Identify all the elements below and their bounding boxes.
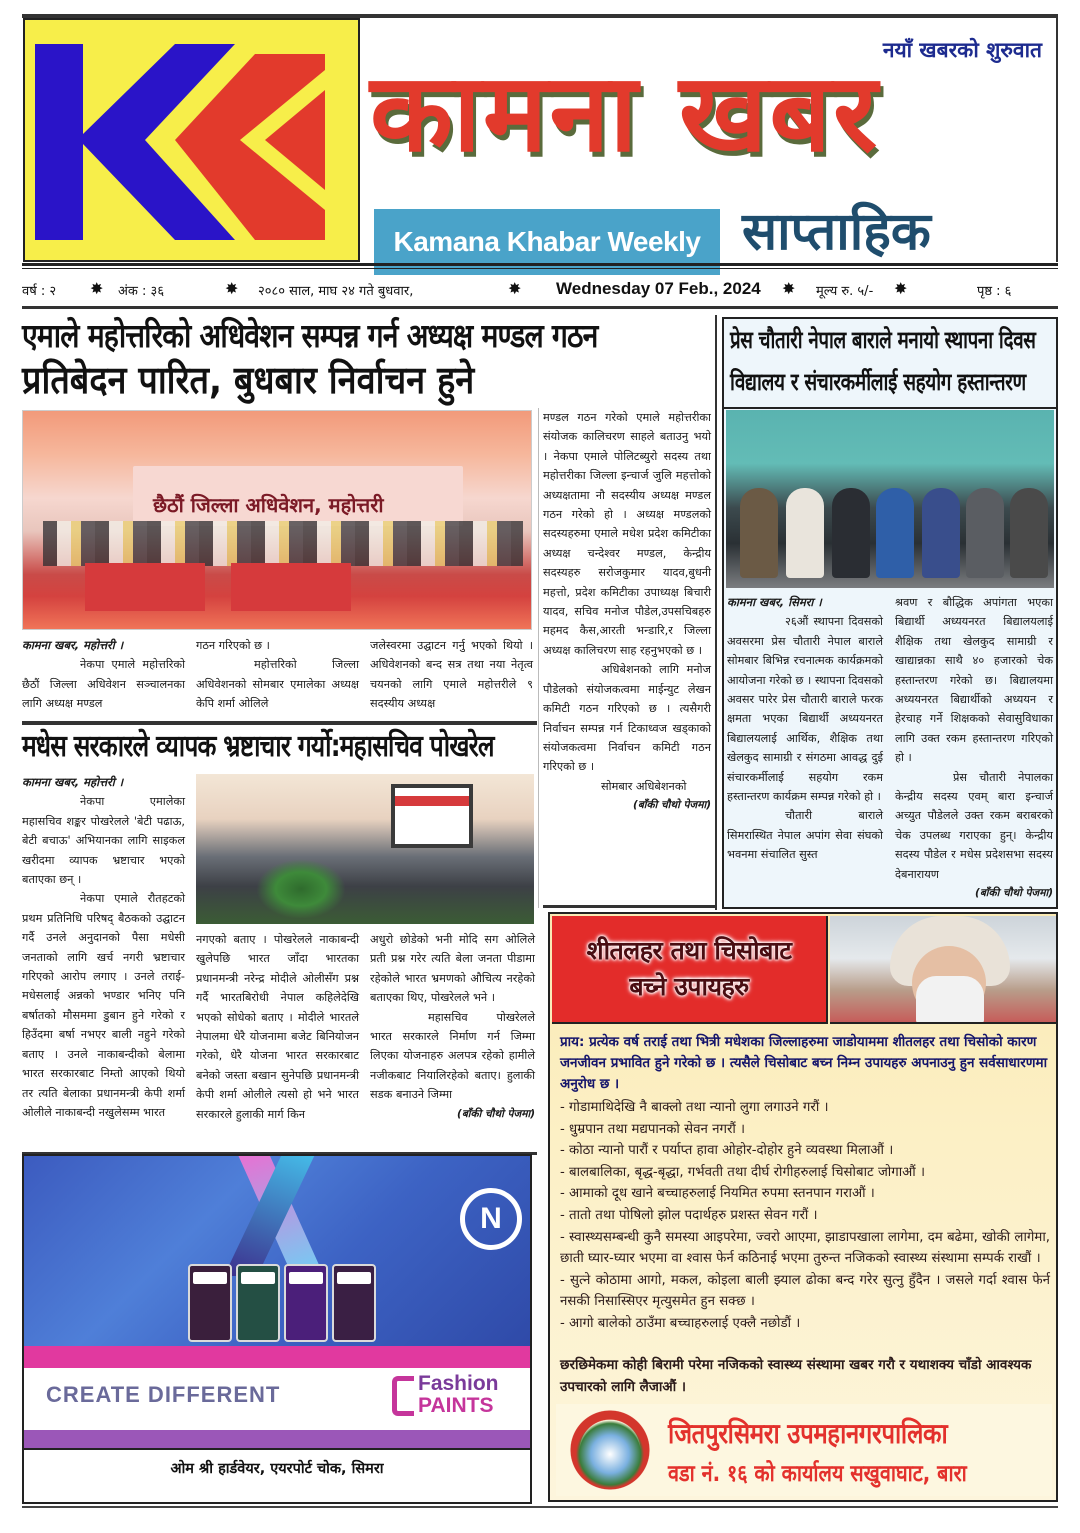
photo-tissue: [916, 976, 984, 1024]
municipality-name: जितपुरसिमरा उपमहानगरपालिका: [668, 1417, 948, 1450]
cold-wave-tip: - स्वास्थ्यसम्बन्धी कुनै समस्या आइपरेमा, ज्वरो आएमा, झाडापखाला लागेमा, दम बढेमा, खोकी लागेमा, छाती घ्यार-घ्यार भएमा वा श्वास फेर्न कठिनाई भएमा तुरुन्त नजिकको स्वास्थ्य संस्थामा सम्पर्क राखौं ।: [560, 1229, 1050, 1267]
ad-hero: [24, 1156, 530, 1346]
page-number: पृष्ठ : ६: [977, 284, 1012, 299]
article1-side-column: [543, 408, 711, 816]
cold-wave-tip: - गोडामाथिदेखि नै बाक्लो तथा न्यानो लुगा लगाउने गरौं ।: [560, 1100, 829, 1115]
page-bottom-rule: [22, 1506, 1058, 1508]
paint-can: [188, 1264, 232, 1342]
photo-poster: [391, 784, 473, 848]
cold-wave-photo: [830, 916, 1056, 1024]
cold-wave-tip: - सुत्ने कोठामा आगो, मकल, कोइला बाली झ्याल ढोका बन्द गरेर सुत्नु हुँदैन । जसले गर्दा श्वास फेर्न नसकी निसास्सिएर मृत्युसमेत हुन सक्छ ।: [560, 1272, 1050, 1310]
cold-wave-title-line-2: बच्ने उपायहरु: [629, 972, 749, 1001]
cold-wave-tip: - आमाको दूध खाने बच्चाहरुलाई नियमित रुपमा स्तनपान गराऔं ।: [560, 1186, 875, 1202]
brand-f-icon: [392, 1376, 414, 1416]
photo-banner-text: छैठौं जिल्ला अधिवेशन, महोत्तरी: [153, 493, 384, 517]
article-divider: [22, 721, 537, 725]
article3-dateline: कामना खबर, सिमरा ।: [727, 595, 822, 609]
article1-paragraph: सोमबार अधिबेशनको: [601, 779, 687, 793]
english-date: Wednesday 07 Feb., 2024: [556, 279, 761, 298]
article1-column-3: [370, 636, 533, 714]
photo-person: [1010, 488, 1048, 578]
photo-poster-band: [395, 796, 469, 806]
star-separator-icon: ✸: [90, 279, 104, 298]
nepal-emblem-icon: [560, 1408, 660, 1492]
masthead-english-name: Kamana Khabar Weekly: [374, 209, 720, 275]
article1-paragraph: जलेस्वरमा उद्घाटन गर्नु भएको थियो । अधिवेशनको बन्द सत्र तथा नया नेतृत्व चयनको लागि एमाले महोत्तरीले ९ सदस्यीय अध्यक्ष: [370, 639, 533, 711]
article1-headline-main[interactable]: प्रतिबेदन पारित, बुधबार निर्वाचन हुने: [22, 358, 475, 402]
fashion-paints-logo: [392, 1372, 522, 1424]
section-rule: [543, 905, 715, 908]
article2-column-1: [22, 773, 185, 1122]
cold-wave-tip: - धुम्रपान तथा मद्यपानको सेवन नगरौं ।: [560, 1121, 746, 1137]
article1-column-1: [22, 636, 185, 714]
article3-continued-link[interactable]: (बाँकी चौथो पेजमा): [975, 887, 1053, 900]
article1-dateline: कामना खबर, महोत्तरी ।: [22, 638, 124, 652]
article2-dateline: कामना खबर, महोत्तरी ।: [22, 775, 124, 789]
article1-photo[interactable]: [22, 410, 532, 630]
paint-can-label: [241, 1272, 275, 1284]
fashion-paints-ad[interactable]: [22, 1154, 532, 1504]
cold-wave-title-box: [552, 916, 828, 1024]
article2-paragraph: नेकपा एमाले रौतहटको प्रथम प्रतिनिधि परिषद् बैठकको उद्घाटन गर्दै उनले अनुदानको पैसा मधेसी जनताको लागि खर्च नगरी भ्रष्टाचार गरिएको आरोप लगाए । उनले तराई-मधेसलाई अन्नको भण्डार भनिए पनि बर्षातको मौसममा डुबान हुने गरेको र हिउँदमा बर्षा नभएर बाली नहुने गरेको बताए । उनले नाकाबन्दीको बेलामा भारत सरकारबाट निम्तो आएको थियो तर त्यति बेलाका प्रधानमन्त्री केपी शर्मा ओलीले नाकाबन्दी नखुलेसम्म भारत: [22, 892, 185, 1119]
article2-continued-link[interactable]: (बाँकी चौथो पेजमा): [457, 1107, 535, 1120]
nepali-date: २०८० साल, माघ २४ गते बुधवार,: [258, 284, 414, 299]
masthead-title: कामना खबर: [370, 51, 880, 176]
article3-paragraph: श्रवण र बौद्धिक अपांगता भएका बिद्यार्थी अध्ययनरत बिद्यालयलाई शैक्षिक तथा खेलकुद सामाग्री र खाद्यान्नका साथै ४० हजारको चेक हस्तान्तरण गरेको छ। बिद्यालयमा अध्ययनरत बिद्यार्थीको अध्ययन र हेरचाह गर्ने शिक्षकको सेवासुविधाका लागि उक्त रकम हस्तान्तरण गरिएको हो ।: [895, 596, 1053, 765]
paint-can-label: [193, 1272, 227, 1284]
masthead-title-area: [362, 18, 1058, 262]
kk-logo: [23, 18, 360, 262]
star-separator-icon: ✸: [508, 279, 522, 298]
article2-column-3: [370, 930, 535, 1124]
article1-headline-top[interactable]: एमाले महोत्तरिको अधिवेशन सम्पन्न गर्न अध्यक्ष मण्डल गठन: [22, 316, 598, 355]
photo-plant: [256, 859, 346, 919]
article3-headline-top[interactable]: प्रेस चौतारी नेपाल बाराले मनायो स्थापना दिवस: [730, 326, 1036, 354]
photo-person: [832, 488, 870, 578]
cold-wave-notice: [548, 912, 1058, 1502]
ns-certification-icon: N: [460, 1188, 522, 1250]
article1-paragraph: गठन गरिएको छ ।: [196, 639, 270, 652]
article3-photo[interactable]: [726, 410, 1054, 588]
masthead-bottom-rule: [22, 263, 1058, 269]
column-divider: [715, 315, 717, 910]
photo-person: [922, 488, 960, 578]
article2-photo[interactable]: [196, 774, 534, 924]
photo-table: [85, 563, 205, 611]
photo-person: [740, 488, 778, 578]
paint-can-label: [337, 1272, 371, 1284]
issue-info-bar: [22, 276, 1058, 304]
paint-can-label: [289, 1272, 323, 1284]
ad-address: ओम श्री हार्डवेयर, एयरपोर्ट चोक, सिमरा: [24, 1448, 530, 1504]
cold-wave-intro: प्राय: प्रत्येक वर्ष तराई तथा भित्री मधेशका जिल्लाहरुमा जाडोयाममा शीतलहर तथा चिसोको कारण जनजीवन प्रभावित हुने गरेको छ । त्यसैले चिसोबाट बच्न निम्न उपायहरु अपनाउनु हुन सर्वसाधारणमा अनुरोध छ ।: [560, 1034, 1048, 1092]
ad-violet-band: [24, 1430, 530, 1448]
article1-paragraph: मण्डल गठन गरेको एमाले महोत्तरीका संयोजक कालिचरण साहले बताउनु भयो । नेकपा एमाले पोलिटब्युरो सदस्य तथा महोत्तरीका जिल्ला इन्चार्ज जुलि महत्तोको अध्यक्षतामा नौ सदस्यीय अध्यक्ष मण्डल गठन गरेको हो । अध्यक्ष मण्डलको सदस्यहरुमा एमाले मधेश प्रदेश कमिटीका अध्यक्ष चन्देश्वर मण्डल, केन्द्रीय सदस्यहरु सरोजकुमार यादव,बुधनी महत्तो, प्रदेश कमिटीका उपाध्यक्ष बिचारी यादव, सचिव मनोज पौडेल,उपसचिबहरु महमद कैस,आरती भन्डारि,र जिल्ला अध्यक्ष कालिचरण साह रहनुभएको छ ।: [543, 411, 711, 657]
article2-paragraph: नेकपा एमालेका महासचिव शङ्कर पोखरेलले 'बेटी पढाऊ, बेटी बचाऊ' अभियानका लागि साइकल खरीदमा व्यापक भ्रष्टाचार भएको बताएका छन् ।: [22, 795, 185, 887]
cold-wave-tips-list: [560, 1097, 1050, 1335]
photo-audience: [43, 521, 523, 566]
article3-paragraph: २६औं स्थापना दिवसको अवसरमा प्रेस चौतारी नेपाल बाराले सोमबार बिभिन्न रचनात्मक कार्यक्रमको आयोजना गरेको छ । स्थापना दिवसको अवसर पारेर प्रेस चौतारी बाराले फरक क्षमता भएका बिद्यार्थी अध्ययनरत बिद्यालयलाई आर्थिक, शैक्षिक तथा खेलकुद सामाग्री र संगठमा आवद्ध दुई संचारकर्मीलाई सहयोग रकम हस्तान्तरण कार्यक्रम सम्पन्न गरेको हो ।: [727, 615, 883, 804]
article2-column-2: [196, 930, 359, 1124]
article2-paragraph: अधुरो छोडेको भनी मोदि सग ओलिले प्रती प्रश्न गरेर त्यति बेला जनता पीडामा रहेकोले भारत भ्रमणको औचित्य नरहेको बताएका थिए, पोखरेलले भने ।: [370, 933, 535, 1005]
issue-number: अंक : ३६: [118, 284, 165, 299]
article2-paragraph: नगएको बताए । पोखरेलले नाकाबन्दी खुलेपछि भारत जाँदा भारतका प्रधानमन्त्री नरेन्द्र मोदीले ओलीसँग प्रश्न गर्दै भारतबिरोधी नेपाल कहिलेदेखि भएको सोधेको बताए । मोदीले भारतले नेपालमा धेरै योजनामा बजेट बिनियोजन गरेको, धेरै योजना भारत सरकारबाट बनेको जस्ता बखान सुनेपछि प्रधानमन्त्री केपी शर्मा ओलीले त्यसो हो भने भारत सरकारले हुलाकी मार्ग किन: [196, 933, 359, 1121]
cold-wave-tip: - तातो तथा पोषिलो झोल पदार्थहरु प्रशस्त सेवन गरौं ।: [560, 1207, 818, 1223]
cold-wave-tip: - आगो बालेको ठाउँमा बच्चाहरुलाई एक्लै नछोडौं ।: [560, 1315, 801, 1331]
star-separator-icon: ✸: [225, 279, 239, 298]
issue-year: वर्ष : २: [22, 284, 57, 299]
article3-headline-bottom[interactable]: विद्यालय र संचारकर्मीलाई सहयोग हस्तान्तरण: [730, 368, 1026, 396]
cold-wave-tip: - कोठा न्यानो पारौं र पर्याप्त हावा ओहोर-दोहोर हुने व्यवस्था मिलाऔं ।: [560, 1143, 894, 1159]
article1-paragraph: नेकपा एमाले महोत्तरिको छैठौं जिल्ला अधिवेशन सञ्चालनका लागि अध्यक्ष मण्डल: [22, 658, 185, 711]
article1-continued-link[interactable]: (बाँकी चौथो पेजमा): [633, 799, 711, 812]
ad-pink-band: [24, 1346, 530, 1368]
cold-wave-title-line-1: शीतलहर तथा चिसोबाट: [586, 935, 792, 965]
municipality-banner: [556, 1404, 1052, 1496]
photo-person: [786, 488, 824, 578]
column-divider: [538, 408, 539, 908]
photo-table: [231, 563, 351, 611]
brand-name-line-1: Fashion: [418, 1372, 499, 1395]
photo-person: [966, 488, 1004, 578]
article2-paragraph: महासचिव पोखरेलले भारत सरकारले निर्माण गर्न जिम्मा लिएका योजनाहरु अलपत्र रहेको हामीले नजीकबाट नियालिरहेको बताए। हुलाकी सडक बनाउने जिम्मा: [370, 1010, 535, 1102]
star-separator-icon: ✸: [894, 279, 908, 298]
ward-office: वडा नं. १६ को कार्यालय सखुवाघाट, बारा: [668, 1461, 967, 1487]
cold-wave-outro: छरछिमेकमा कोही बिरामी परेमा नजिकको स्वास्थ्य संस्थामा खबर गरौ र यथाशक्य चाँडो आवश्यक उपचारको लागि लैजाऔं ।: [560, 1357, 1032, 1395]
kk-logo-graphic: [25, 20, 358, 260]
article1-paragraph: महोत्तरिको जिल्ला अधिवेशनको सोमबार एमालेका अध्यक्ष केपि शर्मा ओलिले: [196, 658, 359, 711]
article1-column-2: [196, 636, 359, 714]
photo-person: [876, 488, 914, 578]
article3-headline-box: [722, 317, 1058, 409]
cold-wave-tip: - बालबालिका, बृद्ध-बृद्धा, गर्भवती तथा दीर्घ रोगीहरुलाई चिसोबाट जोगाऔं ।: [560, 1164, 926, 1180]
masthead-tagline: नयाँ खबरको शुरुवात: [882, 38, 1042, 62]
star-separator-icon: ✸: [782, 279, 796, 298]
paint-can: [284, 1264, 328, 1342]
paint-can: [332, 1264, 376, 1342]
article3-paragraph: प्रेस चौतारी नेपालका केन्द्रीय सदस्य एवम् बारा इन्चार्ज अच्युत पौडेलले उक्त रकम बराबरको चेक उपलब्ध गराएका हुन्। केन्द्रीय सदस्य पौडेल र मधेस प्रदेशसभा सदस्य देबनारायण: [895, 770, 1053, 881]
brand-name-line-2: PAINTS: [418, 1394, 494, 1417]
paint-can: [236, 1264, 280, 1342]
article2-headline[interactable]: मधेस सरकारले व्यापक भ्रष्टाचार गर्यो:महासचिव पोखरेल: [22, 729, 494, 764]
article3-column-2: [895, 593, 1053, 904]
article3-paragraph: चौतारी बाराले सिमरास्थित नेपाल अपांग सेवा संघको भवनमा संचालित सुस्त: [727, 809, 883, 862]
masthead-frequency: साप्ताहिक: [742, 202, 931, 262]
info-bar-rule: [22, 306, 1058, 309]
article1-paragraph: अधिबेशनको लागि मनोज पौडेलको संयोजकत्वमा माईन्युट लेखन कमिटी गठन गरिएको छ । त्यसैगरी निर्वाचन सम्पन्न गर्न टिकाध्वज खड्काको संयोजकत्वमा निर्वाचन कमिटी गठन गरिएको छ ।: [543, 663, 711, 774]
price: मूल्य रु. ५/-: [816, 284, 874, 299]
article3-column-1: [727, 593, 883, 865]
ad-slogan: CREATE DIFFERENT: [46, 1382, 281, 1407]
